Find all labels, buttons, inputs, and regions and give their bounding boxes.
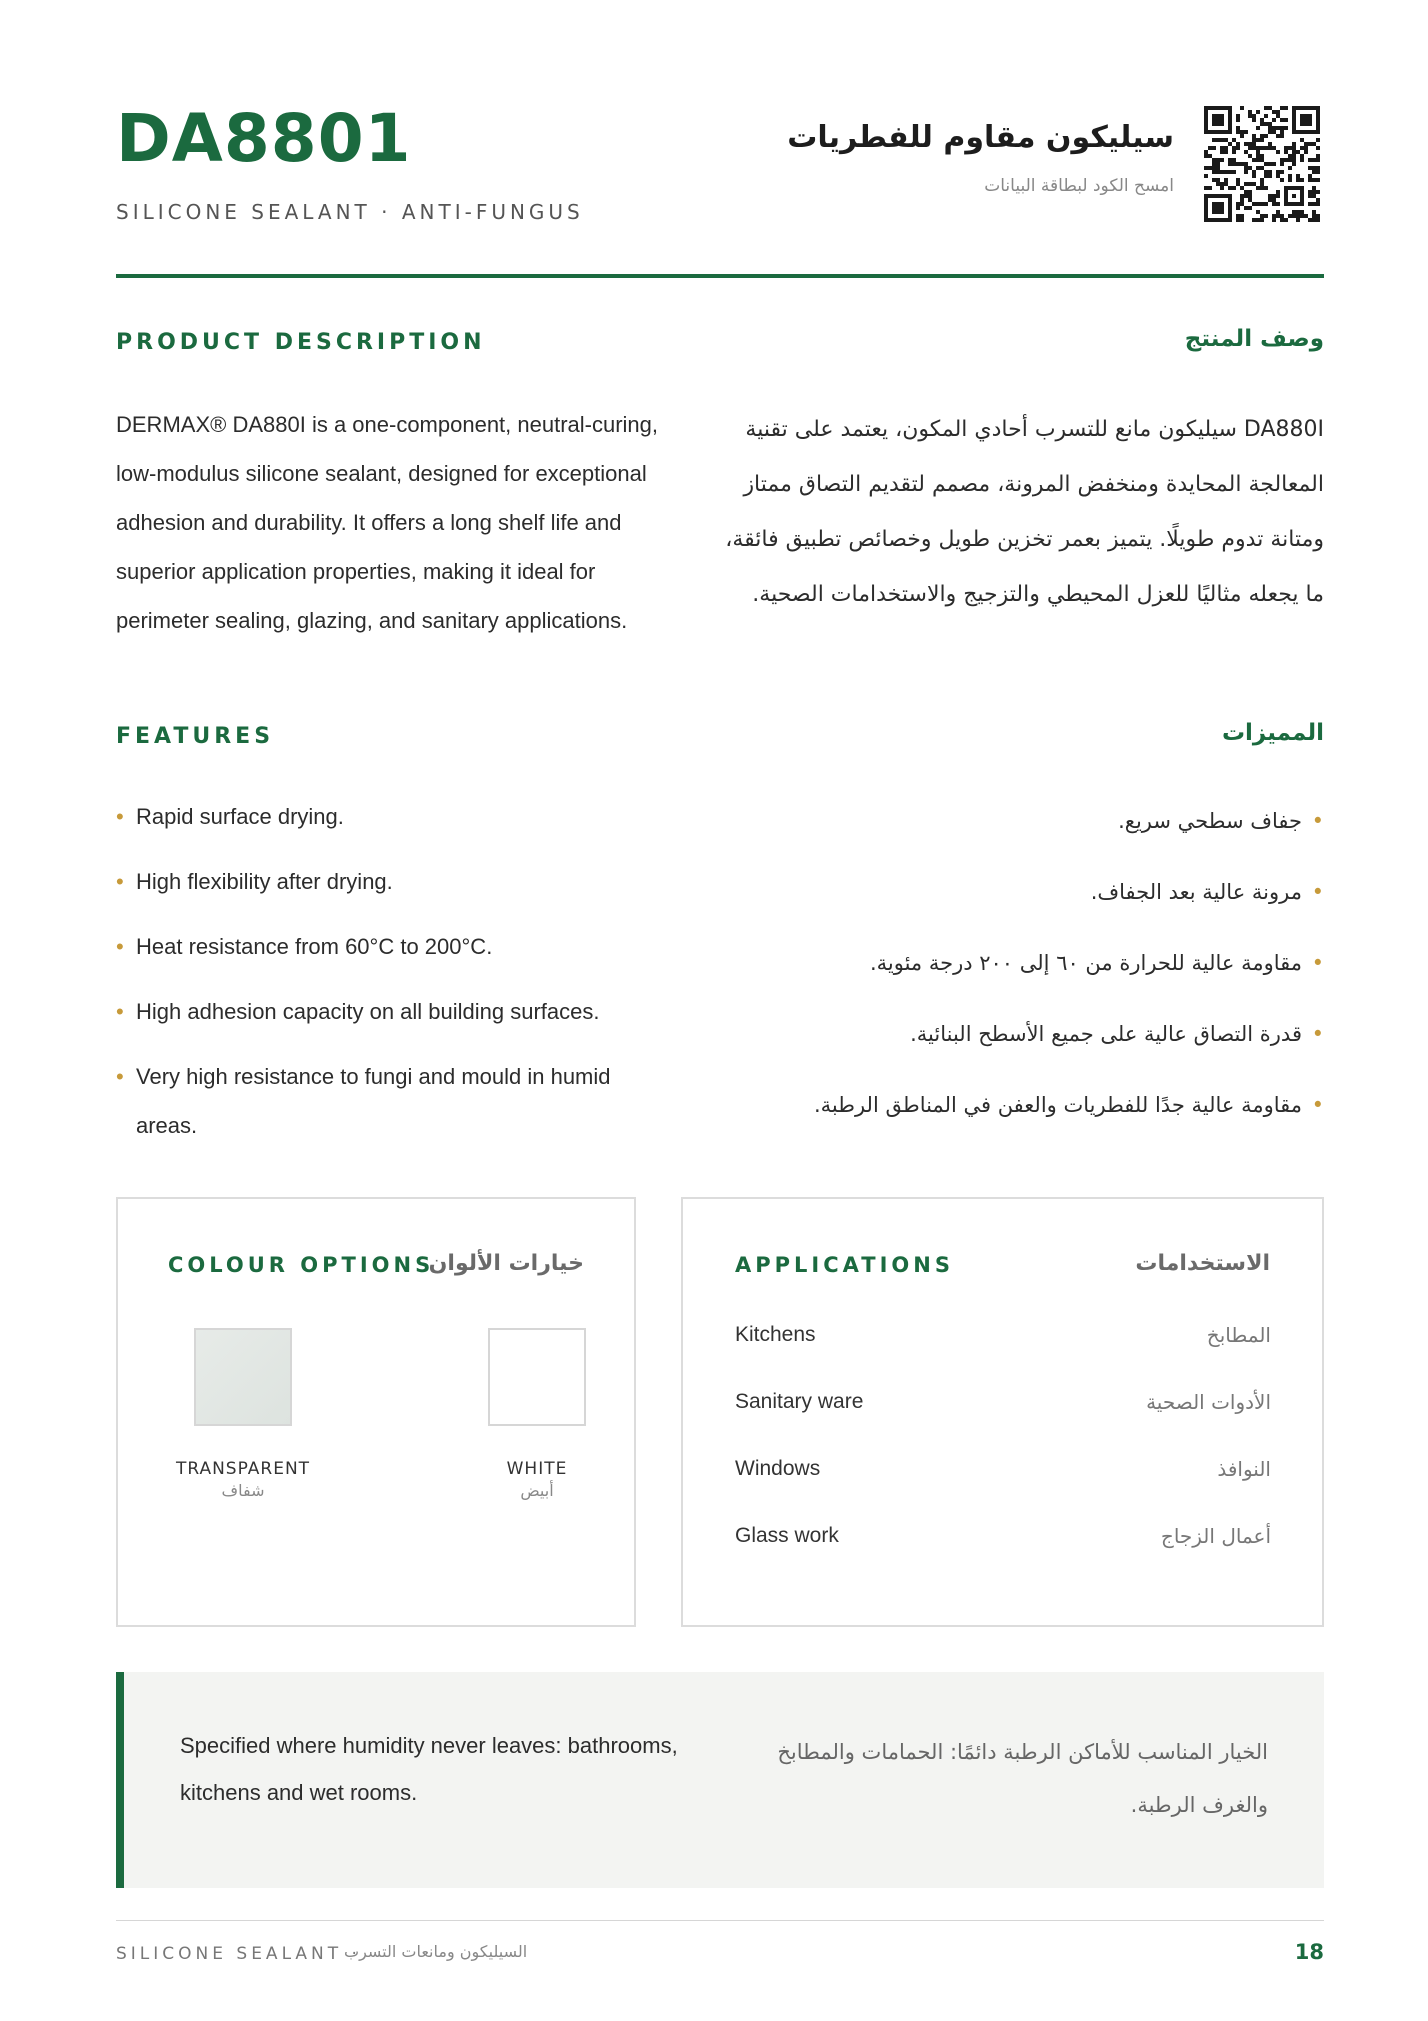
colour-options-panel — [116, 1197, 636, 1627]
swatch-transparent[interactable] — [194, 1328, 292, 1426]
header-divider — [116, 274, 1324, 278]
application-ar: أعمال الزجاج — [1160, 1524, 1271, 1548]
qr-caption-ar: امسح الكود لبطاقة البيانات — [984, 176, 1174, 196]
product-subtitle: SILICONE SEALANT · ANTI-FUNGUS — [116, 200, 584, 224]
callout-text-ar: الخيار المناسب للأماكن الرطبة دائمًا: الحمامات والمطابخ والغرف الرطبة. — [777, 1740, 1268, 1817]
feature-item-en: • High flexibility after drying. — [116, 857, 676, 906]
feature-item-ar: • مقاومة عالية للحرارة من ٦٠ إلى ٢٠٠ درجة مئوية. — [684, 938, 1324, 988]
feature-item-ar: • جفاف سطحي سريع. — [684, 796, 1324, 846]
product-model: DA8801 — [116, 100, 412, 177]
swatch-label-en: WHITE — [506, 1459, 568, 1479]
features-heading-ar: المميزات — [1221, 720, 1324, 746]
description-heading-en: PRODUCT DESCRIPTION — [116, 330, 486, 355]
application-row — [735, 1315, 1271, 1355]
application-en: Glass work — [735, 1524, 839, 1547]
description-text-en: DERMAX® DA880I is a one-component, neutral-curing, low-modulus silicone sealant, designed for exceptional adhesion and durability. It offers a long shelf life and superior application properties, making it ideal for perimeter sealing, glazing, and sanitary applications. — [116, 412, 659, 633]
footer-label-en: SILICONE SEALANT · — [116, 1944, 361, 1964]
feature-item-en: • High adhesion capacity on all building surfaces. — [116, 987, 676, 1036]
application-en: Kitchens — [735, 1323, 816, 1346]
swatch-white[interactable] — [488, 1328, 586, 1426]
application-row — [735, 1382, 1271, 1422]
applications-heading-ar: الاستخدامات — [1135, 1251, 1270, 1276]
callout-banner — [116, 1672, 1324, 1888]
feature-item-en: • Very high resistance to fungi and mould in humid areas. — [116, 1052, 676, 1150]
applications-panel — [681, 1197, 1324, 1627]
application-row — [735, 1449, 1271, 1489]
application-ar: النوافذ — [1217, 1457, 1271, 1481]
footer-divider — [116, 1920, 1324, 1921]
callout-text-en: Specified where humidity never leaves: bathrooms, kitchens and wet rooms. — [180, 1733, 678, 1805]
footer-label-ar: السيليكون ومانعات التسرب — [344, 1942, 528, 1961]
applications-heading-en: APPLICATIONS — [735, 1253, 954, 1277]
feature-item-ar: • مقاومة عالية جدًا للفطريات والعفن في المناطق الرطبة. — [684, 1080, 1324, 1130]
description-text-ar: DA880I سيليكون مانع للتسرب أحادي المكون، يعتمد على تقنية المعالجة المحايدة ومنخفض المرونة، مصمم لتقديم التصاق ممتاز ومتانة تدوم طويلًا. يتميز بعمر تخزين طويل وخصائص تطبيق فائقة، ما يجعله مثاليًا للعزل المحيطي والتزجيج والاستخدامات الصحية. — [725, 417, 1324, 607]
features-heading-en: FEATURES — [116, 724, 275, 749]
application-row — [735, 1516, 1271, 1556]
feature-item-ar: • قدرة التصاق عالية على جميع الأسطح البنائية. — [684, 1009, 1324, 1059]
application-ar: المطابخ — [1206, 1323, 1271, 1347]
swatch-label-en: TRANSPARENT — [175, 1459, 311, 1479]
swatch-label-ar: أبيض — [520, 1481, 554, 1500]
feature-item-en: • Rapid surface drying. — [116, 792, 676, 841]
application-en: Sanitary ware — [735, 1390, 864, 1413]
feature-item-ar: • مرونة عالية بعد الجفاف. — [684, 867, 1324, 917]
page-number: 18 — [1294, 1940, 1324, 1964]
description-heading-ar: وصف المنتج — [1184, 326, 1324, 352]
application-en: Windows — [735, 1457, 821, 1480]
features-list-en — [116, 792, 676, 1166]
colour-options-heading-en: COLOUR OPTIONS — [168, 1253, 435, 1277]
qr-code-icon[interactable] — [1204, 106, 1320, 222]
swatch-label-ar: شفاف — [221, 1481, 265, 1500]
features-list-ar — [684, 796, 1324, 1151]
application-ar: الأدوات الصحية — [1146, 1390, 1271, 1414]
feature-item-en: • Heat resistance from 60°C to 200°C. — [116, 922, 676, 971]
product-title-ar: سيليكون مقاوم للفطريات — [787, 120, 1174, 155]
colour-options-heading-ar: خيارات الألوان — [428, 1251, 584, 1276]
